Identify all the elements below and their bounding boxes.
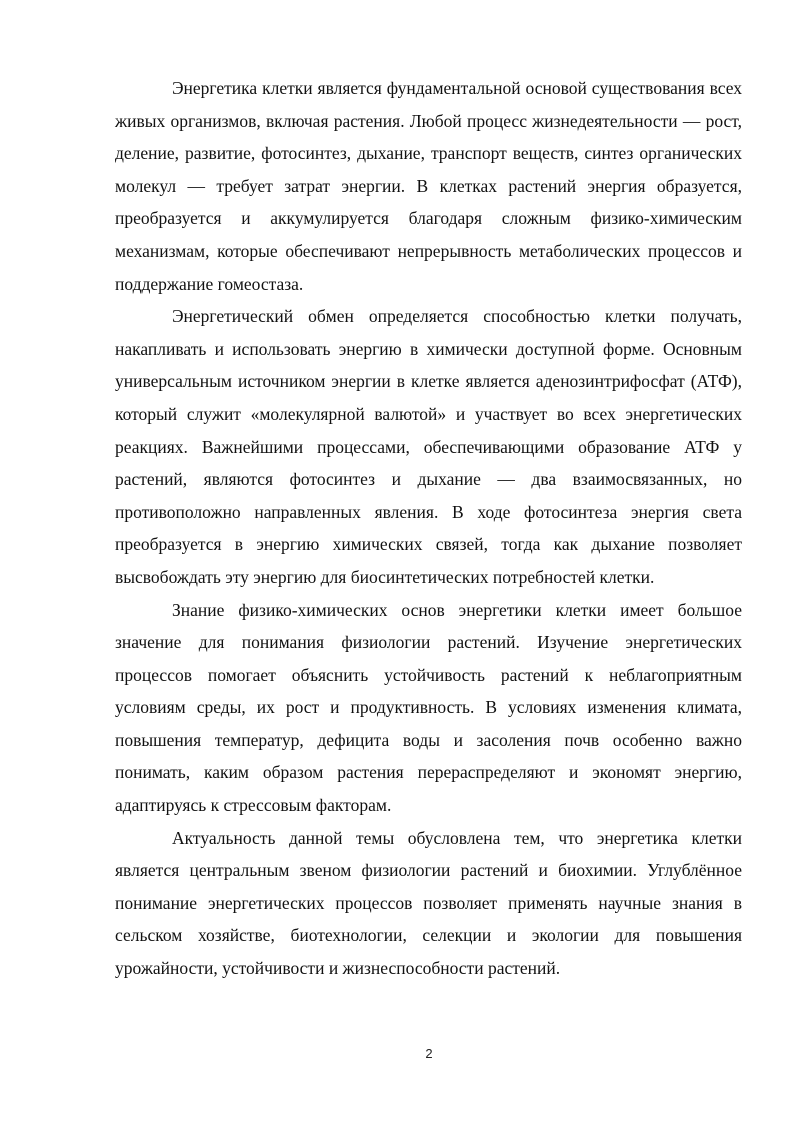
paragraph-importance: Знание физико-химических основ энергетики клетки имеет большое значение для понимания физиологии растений. Изучение энергетических процессов помогает объяснить устойчивость растений к неблагоприятным условиям среды, их рост и продуктивность. В условиях изменения климата, повышения температур, дефицита воды и засоления почв особенно важно понимать, каким образом растения перераспределяют и экономят энергию, адаптируясь к стрессовым факторам. — [115, 599, 742, 816]
paragraph-energy-exchange: Энергетический обмен определяется способностью клетки получать, накапливать и использовать энергию в химически доступной форме. Основным универсальным источником энергии в клетке является аденозинтрифосфат (АТФ), который служит «молекулярной валютой» и участвует во всех энергетических реакциях. Важнейшими процессами, обеспечивающими образование АТФ у растений, являются фотосинтез и дыхание — два взаимосвязанных, но противоположно направленных явления. В ходе фотосинтеза энергия света преобразуется в энергию химических связей, тогда как дыхание позволяет высвобождать эту энергию для биосинтетических потребностей клетки. — [115, 306, 742, 587]
document-page — [115, 72, 742, 985]
paragraph-intro: Энергетика клетки является фундаментальной основой существования всех живых организмов, включая растения. Любой процесс жизнедеятельности — рост, деление, развитие, фотосинтез, дыхание, транспорт веществ, синтез органических молекул — требует затрат энергии. В клетках растений энергия образуется, преобразуется и аккумулируется благодаря сложным физико-химическим механизмам, которые обеспечивают непрерывность метаболических процессов и поддержание гомеостаза. — [115, 78, 742, 294]
paragraph-relevance: Актуальность данной темы обусловлена тем, что энергетика клетки является центральным звеном физиологии растений и биохимии. Углублённое понимание энергетических процессов позволяет применять научные знания в сельском хозяйстве, биотехнологии, селекции и экологии для повышения урожайности, устойчивости и жизнеспособности растений. — [115, 827, 742, 979]
page-number: 2 — [425, 1046, 433, 1061]
